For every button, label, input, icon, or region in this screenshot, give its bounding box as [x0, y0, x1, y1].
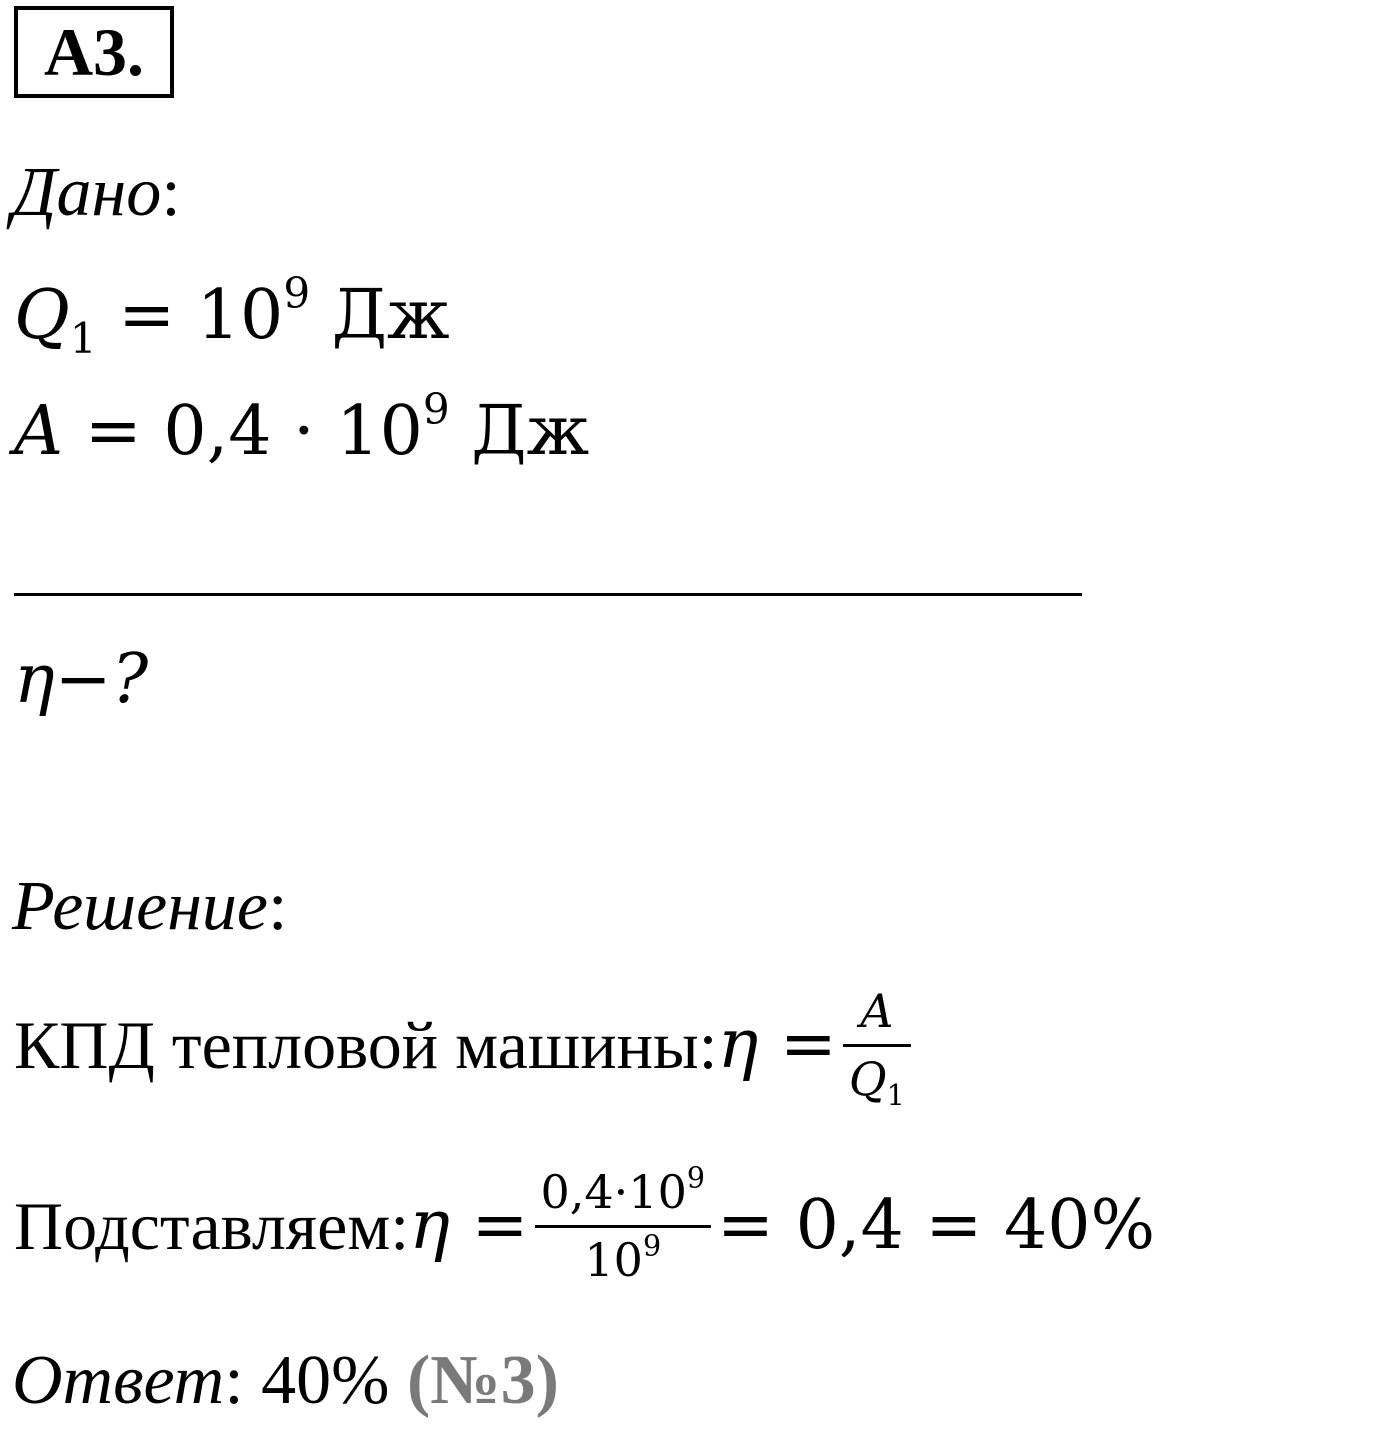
efficiency-fraction — [843, 984, 911, 1112]
answer-label: Ответ — [12, 1342, 225, 1419]
efficiency-formula-line — [14, 984, 917, 1112]
substitution-result: = 0,4 = 40% — [717, 1186, 1156, 1266]
fraction-bar — [843, 1044, 911, 1047]
solution-heading — [12, 868, 288, 945]
efficiency-text: КПД тепловой машины: — [14, 1007, 718, 1084]
a-exponent: 9 — [422, 384, 450, 434]
given-divider — [14, 593, 1082, 596]
a-symbol: A — [14, 392, 64, 471]
eta-lhs-1: η = — [717, 1005, 837, 1085]
fraction-denominator-q1: $Q_1$ — [848, 1051, 905, 1112]
eta-lhs-2: η = — [409, 1186, 529, 1266]
q1-symbol: Q — [14, 276, 70, 355]
substitution-line — [14, 1161, 1156, 1287]
substitution-fraction-bar — [535, 1225, 711, 1228]
task-number-box — [14, 6, 174, 98]
answer-colon: : — [224, 1342, 244, 1419]
given-a — [14, 384, 590, 471]
solution-colon: : — [268, 868, 288, 945]
substitution-fraction — [535, 1161, 711, 1287]
q1-exponent: 9 — [283, 268, 311, 318]
q1-equals: = 10 — [96, 276, 284, 355]
answer-reference: (№3) — [406, 1342, 559, 1419]
solution-label: Решение — [12, 868, 269, 945]
a-unit: Дж — [449, 392, 590, 471]
answer-value: 40% — [243, 1342, 407, 1419]
q1-subscript: 1 — [69, 313, 97, 363]
q1-unit: Дж — [310, 276, 450, 355]
given-q1 — [14, 268, 450, 363]
fraction-numerator-a: A — [860, 984, 894, 1038]
a-equals: = 0,4 · 10 — [63, 392, 423, 471]
given-label: Дано — [12, 154, 162, 231]
substitution-numerator: $0,4\cdot 10^9$ — [540, 1161, 705, 1219]
answer-line — [12, 1342, 559, 1419]
find-eta: η−? — [14, 640, 149, 719]
given-heading — [12, 154, 181, 231]
given-colon: : — [161, 154, 181, 231]
task-number: A3. — [43, 14, 145, 90]
substitution-denominator: $10^9$ — [584, 1229, 662, 1287]
substitution-text: Подставляем: — [14, 1188, 410, 1265]
